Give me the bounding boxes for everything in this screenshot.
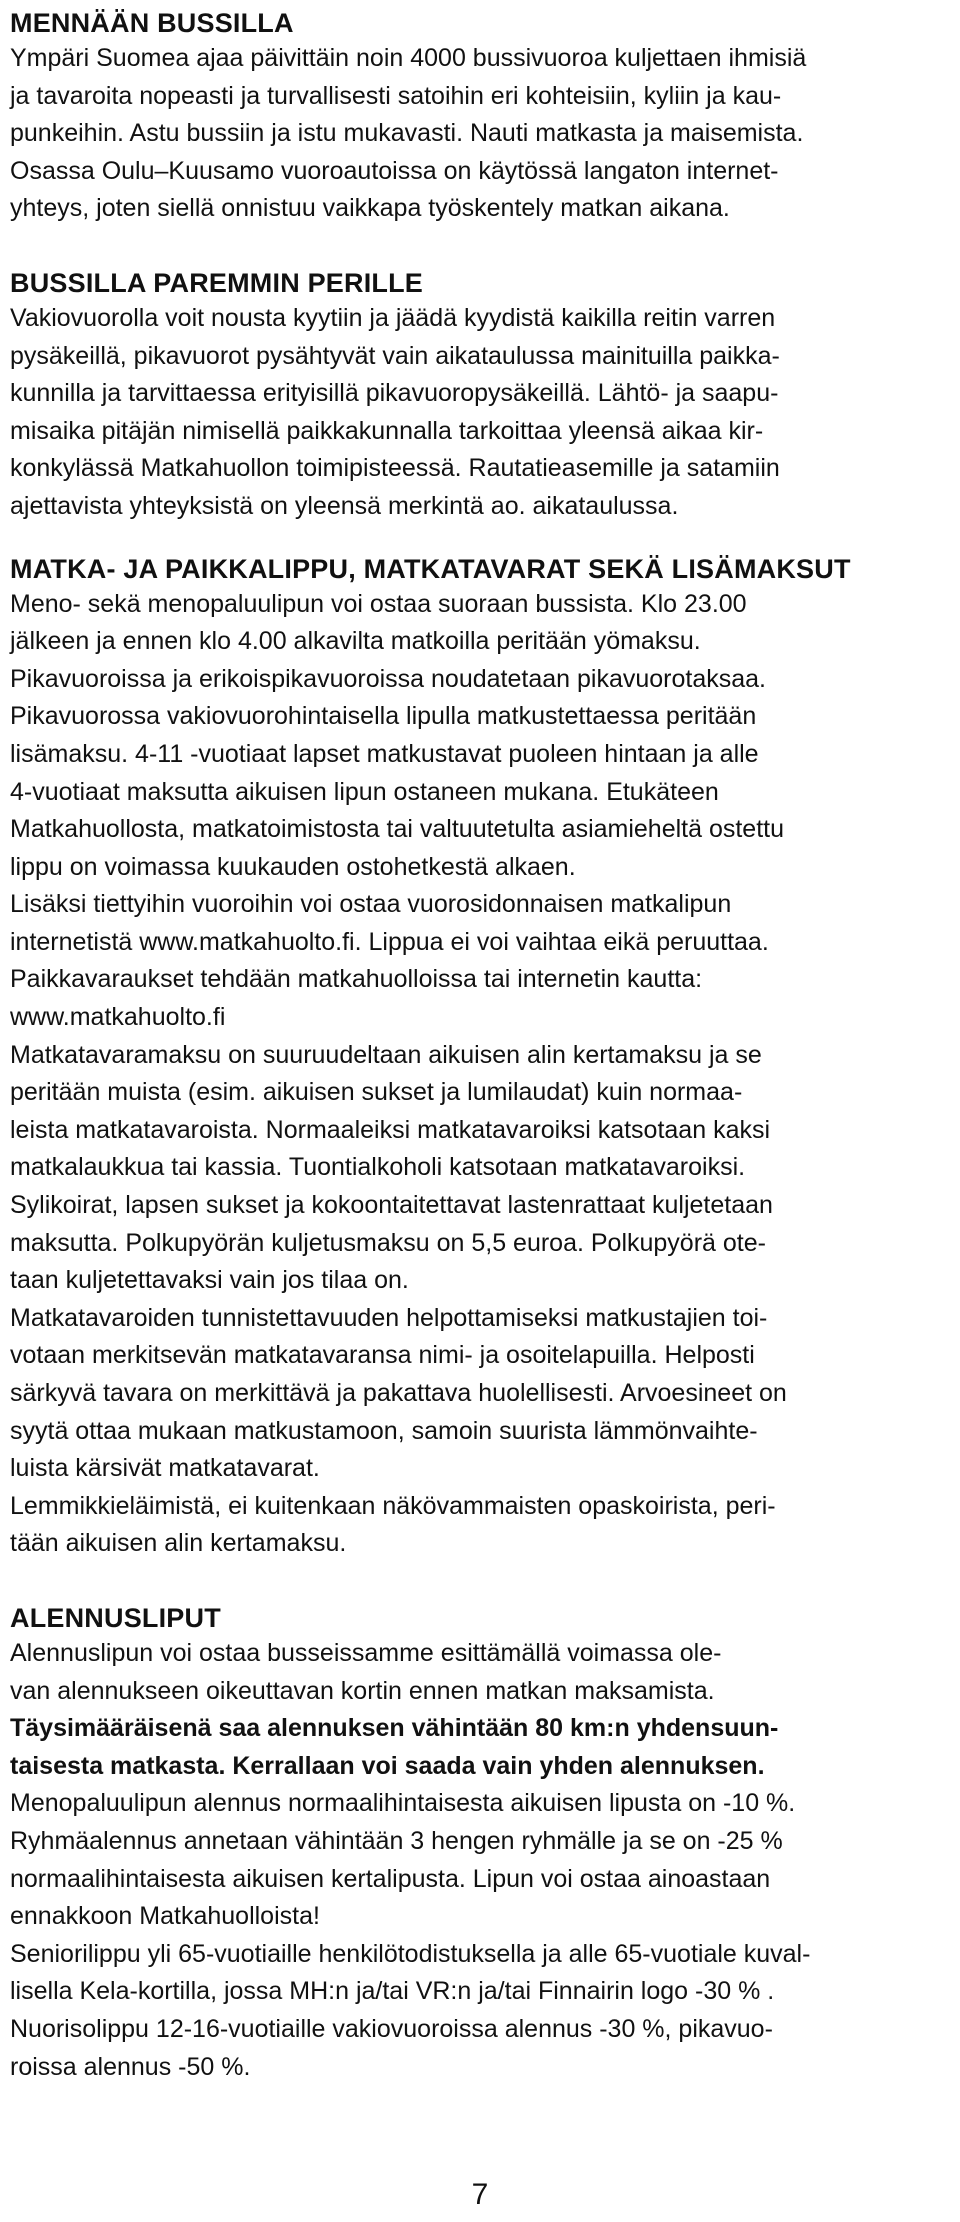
paragraph-line: Pikavuorossa vakiovuorohintaisella lipulla matkustettaessa peritään — [10, 702, 757, 731]
section-spacer — [10, 526, 950, 552]
paragraph-line: ennakkoon Matkahuolloista! — [10, 1902, 320, 1931]
paragraph-line: Menopaluulipun alennus normaalihintaisesta aikuisen lipusta on -10 %. — [10, 1789, 796, 1818]
paragraph-line: Meno- sekä menopaluulipun voi ostaa suoraan bussista. Klo 23.00 — [10, 589, 747, 618]
paragraph-line: internetistä www.matkahuolto.fi. Lippua ei voi vaihtaa eikä peruuttaa. — [10, 927, 769, 956]
paragraph-line: lisämaksu. 4-11 -vuotiaat lapset matkustavat puoleen hintaan ja alle — [10, 739, 759, 768]
paragraph-line: Lemmikkieläimistä, ei kuitenkaan näkövammaisten opaskoirista, peri- — [10, 1491, 776, 1520]
paragraph-line: lippu on voimassa kuukauden ostohetkestä alkaen. — [10, 852, 576, 881]
section-heading: MENNÄÄN BUSSILLA — [10, 8, 294, 38]
paragraph-line: Ryhmäalennus annetaan vähintään 3 hengen ryhmälle ja se on -25 % — [10, 1826, 783, 1855]
section-spacer — [10, 228, 950, 266]
paragraph-line: Paikkavaraukset tehdään matkahuolloissa tai internetin kautta: — [10, 965, 703, 994]
paragraph-line: Lisäksi tiettyihin vuoroihin voi ostaa vuorosidonnaisen matkalipun — [10, 890, 732, 919]
paragraph-line: Nuorisolippu 12-16-vuotiaille vakiovuoroissa alennus -30 %, pikavuo- — [10, 2014, 773, 2043]
paragraph-line: Vakiovuorolla voit nousta kyytiin ja jäädä kyydistä kaikilla reitin varren — [10, 303, 776, 332]
section-mennaan-bussilla — [10, 6, 950, 228]
paragraph-line: syytä ottaa mukaan matkustamoon, samoin suurista lämmönvaihte- — [10, 1416, 758, 1445]
paragraph-line: taan kuljetettavaksi vain jos tilaa on. — [10, 1266, 409, 1295]
paragraph-line: roissa alennus -50 %. — [10, 2052, 251, 2081]
paragraph-line: maksutta. Polkupyörän kuljetusmaksu on 5,5 euroa. Polkupyörä ote- — [10, 1228, 766, 1257]
paragraph-line: Matkatavaramaksu on suuruudeltaan aikuisen alin kertamaksu ja se — [10, 1040, 762, 1069]
paragraph-line: ajettavista yhteyksistä on yleensä merkintä ao. aikataulussa. — [10, 491, 679, 520]
paragraph-line: tään aikuisen alin kertamaksu. — [10, 1529, 347, 1558]
paragraph-line: punkeihin. Astu bussiin ja istu mukavasti. Nauti matkasta ja maisemista. — [10, 119, 804, 148]
paragraph-line: ja tavaroita nopeasti ja turvallisesti satoihin eri kohteisiin, kyliin ja kau- — [10, 81, 782, 110]
paragraph-line: Alennuslipun voi ostaa busseissamme esittämällä voimassa ole- — [10, 1638, 722, 1667]
paragraph-line: Osassa Oulu–Kuusamo vuoroautoissa on käytössä langaton internet- — [10, 156, 779, 185]
section-spacer — [10, 1563, 950, 1601]
paragraph-line: 4-vuotiaat maksutta aikuisen lipun ostaneen mukana. Etukäteen — [10, 777, 719, 806]
paragraph-line: Matkatavaroiden tunnistettavuuden helpottamiseksi matkustajien toi- — [10, 1303, 768, 1332]
paragraph-line: matkalaukkua tai kassia. Tuontialkoholi katsotaan matkatavaroiksi. — [10, 1153, 746, 1182]
section-bussilla-paremmin-perille — [10, 266, 950, 526]
paragraph-line: pysäkeillä, pikavuorot pysähtyvät vain aikataulussa mainituilla paikka- — [10, 341, 780, 370]
section-heading: BUSSILLA PAREMMIN PERILLE — [10, 267, 424, 298]
paragraph-line: votaan merkitsevän matkatavaransa nimi- ja osoitelapuilla. Helposti — [10, 1341, 755, 1370]
paragraph-line: Matkahuollosta, matkatoimistosta tai valtuutetulta asiamieheltä ostettu — [10, 815, 785, 844]
section-heading: ALENNUSLIPUT — [10, 1602, 221, 1633]
paragraph-line: lisella Kela-kortilla, jossa MH:n ja/tai VR:n ja/tai Finnairin logo -30 % . — [10, 1977, 775, 2006]
paragraph-line: www.matkahuolto.fi — [10, 1003, 226, 1032]
paragraph-line: leista matkatavaroista. Normaaleiksi matkatavaroiksi katsotaan kaksi — [10, 1115, 771, 1144]
paragraph-line: kunnilla ja tarvittaessa erityisillä pikavuoropysäkeillä. Lähtö- ja saapu- — [10, 379, 779, 408]
paragraph-line: Pikavuoroissa ja erikoispikavuoroissa noudatetaan pikavuorotaksaa. — [10, 664, 766, 693]
paragraph-line-bold: Täysimääräisenä saa alennuksen vähintään 80 km:n yhdensuun- — [10, 1714, 779, 1743]
paragraph-line: jälkeen ja ennen klo 4.00 alkavilta matkoilla peritään yömaksu. — [10, 627, 701, 656]
paragraph-line: konkylässä Matkahuollon toimipisteessä. Rautatieasemille ja satamiin — [10, 454, 780, 483]
paragraph-line: misaika pitäjän nimisellä paikkakunnalla tarkoittaa yleensä aikaa kir- — [10, 416, 764, 445]
paragraph-line-bold: taisesta matkasta. Kerrallaan voi saada vain yhden alennuksen. — [10, 1751, 765, 1780]
paragraph-line: yhteys, joten siellä onnistuu vaikkapa työskentely matkan aikana. — [10, 194, 730, 223]
section-alennusliput — [10, 1601, 950, 2086]
paragraph-line: Ympäri Suomea ajaa päivittäin noin 4000 bussivuoroa kuljettaen ihmisiä — [10, 44, 807, 72]
paragraph-line: van alennukseen oikeuttavan kortin ennen matkan maksamista. — [10, 1676, 715, 1705]
paragraph-line: normaalihintaisesta aikuisen kertalipusta. Lipun voi ostaa ainoastaan — [10, 1864, 771, 1893]
section-matka-ja-paikkalippu — [10, 552, 950, 1563]
paragraph-line: särkyvä tavara on merkittävä ja pakattava huolellisesti. Arvoesineet on — [10, 1379, 787, 1407]
paragraph-line: Seniorilippu yli 65-vuotiaille henkilötodistuksella ja alle 65-vuotiale kuval- — [10, 1939, 811, 1968]
paragraph-line: peritään muista (esim. aikuisen sukset ja lumilaudat) kuin normaa- — [10, 1078, 743, 1107]
paragraph-line: luista kärsivät matkatavarat. — [10, 1454, 320, 1483]
section-heading: MATKA- JA PAIKKALIPPU, MATKATAVARAT SEKÄ LISÄMAKSUT — [10, 553, 851, 584]
paragraph-line: Sylikoirat, lapsen sukset ja kokoontaitettavat lastenrattaat kuljetetaan — [10, 1191, 773, 1220]
page-number: 7 — [471, 2178, 489, 2211]
